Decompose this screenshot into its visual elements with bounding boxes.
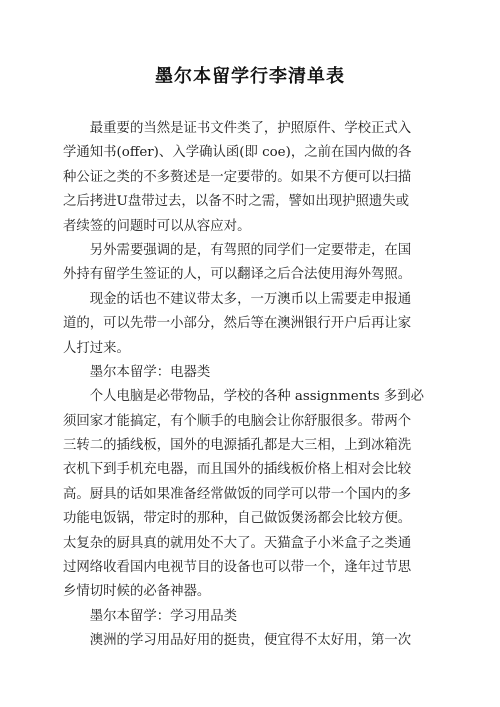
text-line: 澳洲的学习用品好用的挺贵，便宜得不太好用，第一次 <box>63 633 412 649</box>
text-line: 乡情切时候的必备神器。 <box>63 584 211 600</box>
text-line: 者续签的问题时可以从容应对。 <box>63 218 251 234</box>
text-line: 另外需要强调的是，有驾照的同学们一定要带走，在国 <box>63 242 412 258</box>
text-line: 过网络收看国内电视节目的设备也可以带一个，逢年过节思 <box>63 560 412 576</box>
text-line: 个人电脑是必带物品，学校的各种 assignments 多到必 <box>63 389 425 405</box>
text-line: 最重要的当然是证书文件类了，护照原件、学校正式入 <box>63 121 412 136</box>
text-line: 人打过来。 <box>63 340 130 356</box>
text-line: 道的，可以先带一小部分，然后等在澳洲银行开户后再让家 <box>63 316 412 332</box>
text-line: 学通知书(offer)、入学确认函(即 coe)，之前在国内做的各 <box>63 145 412 161</box>
text-line: 现金的话也不建议带太多，一万澳币以上需要走申报通 <box>63 291 412 307</box>
text-line: 外持有留学生签证的人，可以翻译之后合法使用海外驾照。 <box>63 267 412 283</box>
document-title: 墨尔本留学行李清单表 <box>155 66 345 87</box>
text-line: 太复杂的厨具真的就用处不大了。天猫盒子小米盒子之类通 <box>63 535 412 551</box>
text-line: 种公证之类的不多赘述是一定要带的。如果不方便可以扫描 <box>63 169 412 185</box>
text-line: 功能电饭锅，带定时的那种，自己做饭煲汤都会比较方便。 <box>63 511 412 527</box>
document-body <box>63 117 443 654</box>
text-line: 高。厨具的话如果准备经常做饭的同学可以带一个国内的多 <box>63 486 412 502</box>
text-line: 衣机下到手机充电器，而且国外的插线板价格上相对会比较 <box>63 462 412 478</box>
text-line: 须回家才能搞定，有个顺手的电脑会让你舒服很多。带两个 <box>63 413 412 429</box>
text-line: 三转二的插线板，国外的电源插孔都是大三相，上到冰箱洗 <box>63 438 412 454</box>
section-heading: 墨尔本留学：学习用品类 <box>63 608 238 624</box>
section-heading: 墨尔本留学：电器类 <box>63 364 211 380</box>
text-line: 之后拷进U盘带过去，以备不时之需，譬如出现护照遗失或 <box>63 194 410 210</box>
